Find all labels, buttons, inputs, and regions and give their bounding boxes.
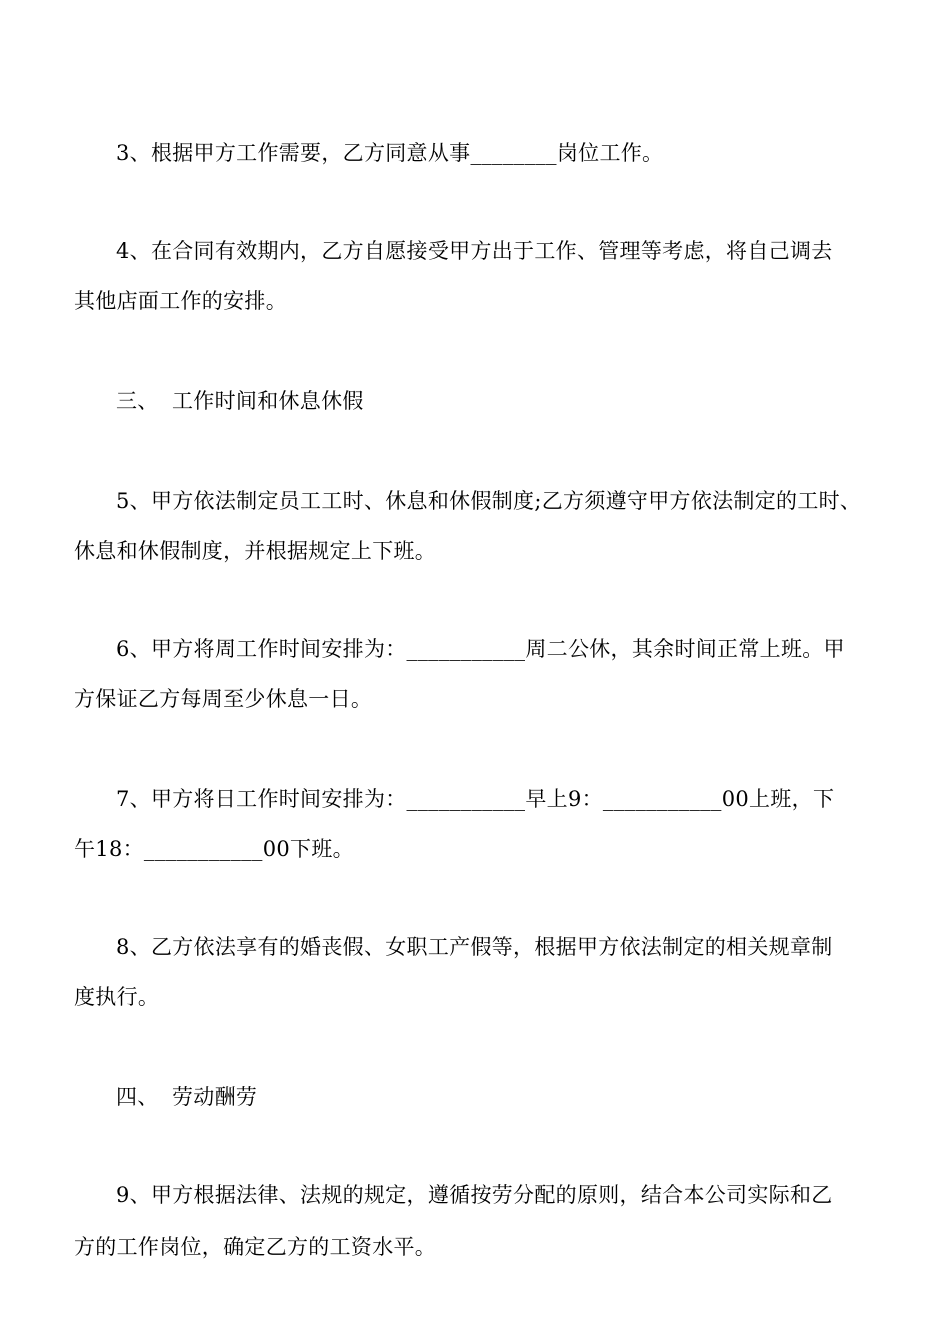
section-heading-4-title: 劳动酬劳 (172, 1085, 258, 1109)
clause-6-line-1: 6、甲方将周工作时间安排为：___________周二公休，其余时间正常上班。甲 (116, 637, 845, 661)
clause-5-line-2: 休息和休假制度，并根据规定上下班。 (74, 539, 437, 563)
clause-9-line-2: 方的工作岗位，确定乙方的工资水平。 (74, 1235, 437, 1259)
clause-8-line-1: 8、乙方依法享有的婚丧假、女职工产假等，根据甲方依法制定的相关规章制 (116, 935, 833, 959)
clause-6-line-2: 方保证乙方每周至少休息一日。 (74, 687, 373, 711)
clause-5-line-1: 5、甲方依法制定员工工时、休息和休假制度;乙方须遵守甲方依法制定的工时、 (116, 489, 862, 513)
clause-4-line-2: 其他店面工作的安排。 (74, 289, 287, 313)
section-heading-4 (116, 1082, 926, 1112)
section-heading-3 (116, 386, 926, 416)
clause-9-line-1: 9、甲方根据法律、法规的规定，遵循按劳分配的原则，结合本公司实际和乙 (116, 1183, 833, 1207)
clause-7-line-2: 午18：___________00下班。 (74, 837, 354, 861)
clause-7-line-1: 7、甲方将日工作时间安排为：___________早上9：___________00上班，下 (116, 787, 835, 811)
clause-3-line-1: 3、根据甲方工作需要，乙方同意从事________岗位工作。 (116, 141, 664, 165)
section-heading-3-title: 工作时间和休息休假 (172, 389, 364, 413)
section-heading-4-number: 四、 (116, 1085, 159, 1109)
clause-8-line-2: 度执行。 (74, 985, 160, 1009)
clause-4-line-1: 4、在合同有效期内，乙方自愿接受甲方出于工作、管理等考虑，将自己调去 (116, 239, 833, 263)
section-heading-3-number: 三、 (116, 389, 159, 413)
